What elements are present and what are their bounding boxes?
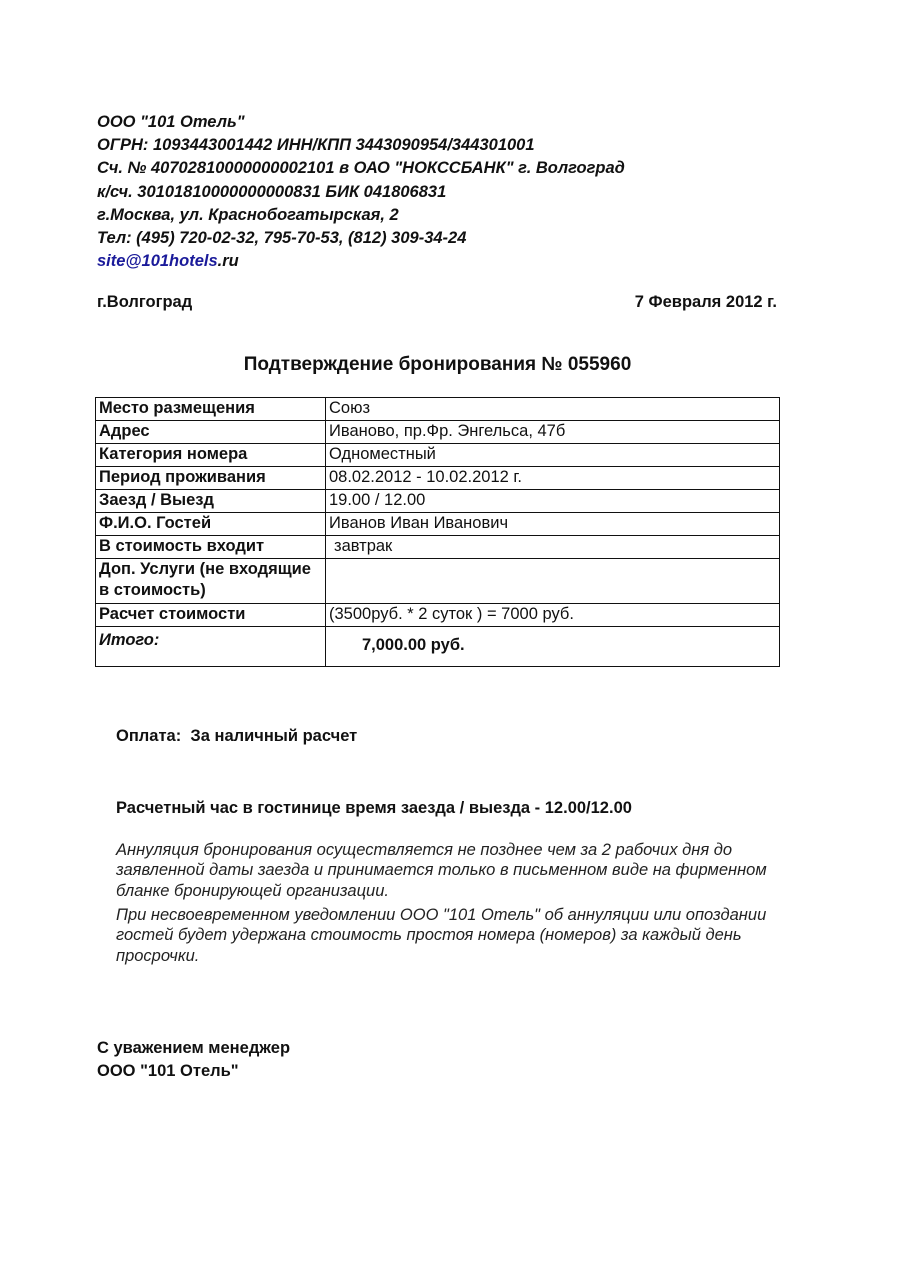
company-address: г.Москва, ул. Краснобогатырская, 2	[97, 205, 399, 224]
row-label: Ф.И.О. Гостей	[96, 513, 326, 536]
email-user: site@101hotels	[97, 252, 218, 271]
row-label: Адрес	[96, 421, 326, 444]
row-label: Заезд / Выезд	[96, 490, 326, 513]
table-row	[96, 398, 780, 421]
document-date: 7 Февраля 2012 г.	[634, 293, 777, 311]
row-label: В стоимость входит	[96, 536, 326, 559]
row-value: Одноместный	[326, 444, 780, 467]
row-value: 08.02.2012 - 10.02.2012 г.	[326, 467, 780, 490]
row-label: Расчет стоимости	[96, 604, 326, 627]
company-name: ООО "101 Отель"	[97, 113, 245, 131]
table-row	[96, 444, 780, 467]
total-value: 7,000.00 руб.	[326, 627, 780, 667]
row-label: Период проживания	[96, 467, 326, 490]
table-row	[96, 467, 780, 490]
table-row	[96, 421, 780, 444]
row-value: Иваново, пр.Фр. Энгельса, 47б	[326, 421, 780, 444]
row-label: Место размещения	[96, 398, 326, 421]
row-value	[326, 559, 780, 604]
document-title: Подтверждение бронирования № 055960	[243, 354, 632, 375]
company-corr-account: к/сч. 30101810000000000831 БИК 041806831	[97, 182, 447, 201]
row-value: завтрак	[326, 536, 780, 559]
company-email[interactable]	[97, 250, 797, 273]
signature-line-1: С уважением менеджер	[97, 1039, 291, 1057]
table-row	[96, 490, 780, 513]
payment-method: Оплата: За наличный расчет	[116, 727, 358, 745]
row-label: Доп. Услуги (не входящие в стоимость)	[96, 559, 326, 604]
signature-line-2: ООО "101 Отель"	[97, 1062, 239, 1080]
company-account: Сч. № 40702810000000002101 в ОАО "НОКССБАНК" г. Волгоград	[97, 159, 625, 178]
row-value: Союз	[326, 398, 780, 421]
document-city: г.Волгоград	[97, 293, 193, 311]
row-value: (3500руб. * 2 суток ) = 7000 руб.	[326, 604, 780, 627]
row-label: Категория номера	[96, 444, 326, 467]
booking-table	[95, 397, 780, 667]
company-phone: Тел: (495) 720-02-32, 795-70-53, (812) 309-34-24	[97, 229, 467, 248]
signature	[97, 1037, 290, 1083]
cancellation-note: Аннуляция бронирования осуществляется не позднее чем за 2 рабочих дня до заявленной даты заезда и принимается только в письменном виде на фирменном бланке бронирующей организации.	[116, 841, 767, 900]
row-value: Иванов Иван Иванович	[326, 513, 780, 536]
table-row	[96, 513, 780, 536]
table-row-total	[96, 627, 780, 667]
checkout-hour: Расчетный час в гостинице время заезда / выезда - 12.00/12.00	[116, 799, 632, 817]
total-label: Итого:	[96, 627, 326, 667]
company-ogrn: ОГРН: 1093443001442 ИНН/КПП 3443090954/344301001	[97, 136, 535, 155]
email-domain: .ru	[217, 252, 239, 271]
late-notice-note: При несвоевременном уведомлении ООО "101 Отель" об аннуляции или опоздании гостей будет удержана стоимость простоя номера (номеров) за каждый день просрочки.	[116, 906, 767, 965]
table-row	[96, 536, 780, 559]
table-row	[96, 559, 780, 604]
table-row	[96, 604, 780, 627]
row-value: 19.00 / 12.00	[326, 490, 780, 513]
company-header	[97, 111, 797, 273]
